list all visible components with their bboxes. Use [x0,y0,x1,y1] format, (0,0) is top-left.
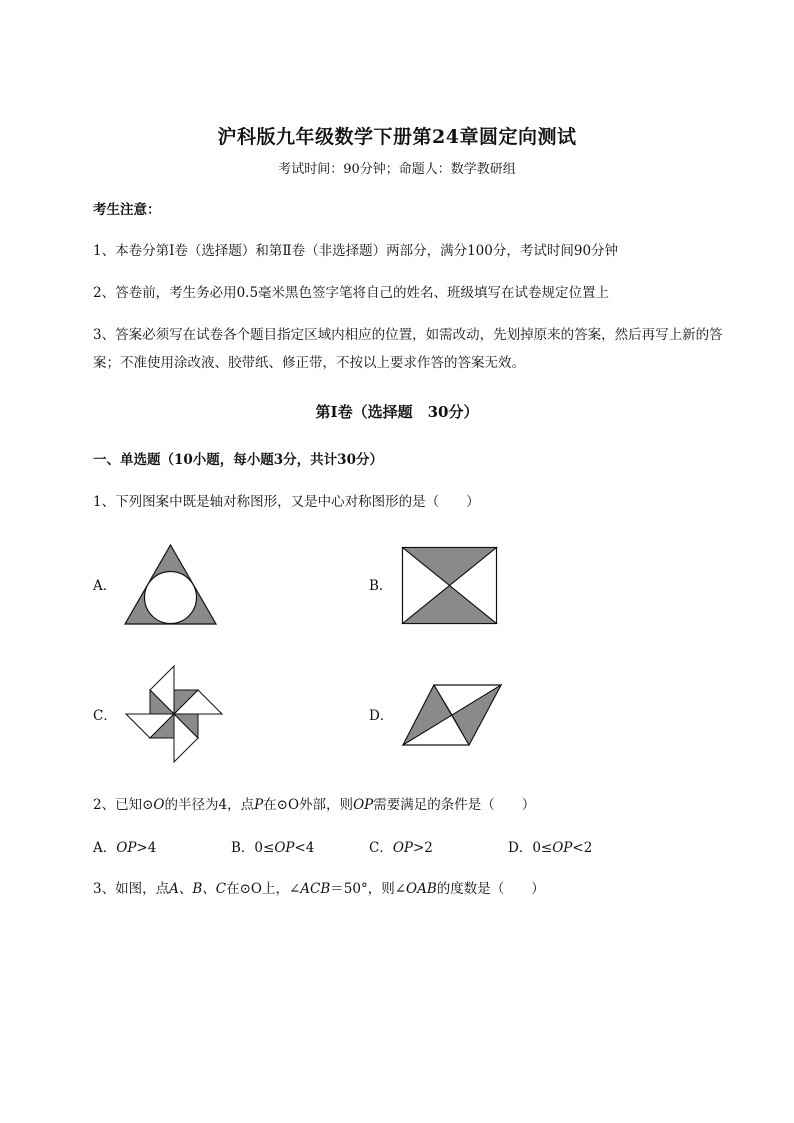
q2-option-a-rest: >4 [136,840,157,856]
q2-option-a-var: OP [116,840,137,856]
question-2-stem [93,795,535,815]
q2-option-b [231,838,314,858]
q1-option-d-figure [402,684,502,746]
q2-stem-part: 2、已知⊙ [93,797,154,813]
q1-option-a-label: A． [93,578,117,594]
q2-option-a [93,838,156,858]
q1-option-c-figure [126,666,222,762]
notice-item-2: 2、答卷前，考生务必用0.5毫米黑色签字笔将自己的姓名、班级填写在试卷规定位置上 [93,285,610,301]
q3-stem-part: 3、如图，点 [93,881,170,897]
q3-stem-part: ＝50°，则∠ [330,881,407,897]
q2-stem-part: 的半径为4，点 [164,797,255,813]
q3-stem-part: 在⊙O上，∠ [226,881,301,897]
q1-option-b-figure [402,547,497,624]
q3-var-points: A、B、C [169,881,227,897]
q2-option-c [369,838,433,858]
exam-subtitle: 考试时间：90分钟；命题人：数学教研组 [278,162,516,177]
q3-var-acb: ACB [300,881,331,897]
q2-var-o: O [153,797,165,813]
q2-option-d-label: D．0≤ [508,840,553,856]
section-title: 第I卷（选择题 30分） [315,403,479,421]
q2-option-b-label: B．0≤ [231,840,275,856]
q2-option-c-rest: >2 [413,840,433,856]
page-title: 沪科版九年级数学下册第24章圆定向测试 [217,126,577,148]
q1-option-b-label: B． [369,578,393,594]
notice-heading: 考生注意： [93,202,161,218]
q2-var-op: OP [353,797,374,813]
q2-var-p: P [254,797,264,813]
q2-option-d-var: OP [552,840,573,856]
question-3-stem [93,879,545,899]
q2-stem-part: 在⊙O外部，则 [263,797,354,813]
q1-option-c-label: C． [93,708,117,724]
q2-stem-part: 需要满足的条件是（ ） [373,797,536,813]
q1-option-a-figure [124,544,217,625]
part-heading: 一、单选题（10小题，每小题3分，共计30分） [93,452,383,468]
question-1-stem: 1、下列图案中既是轴对称图形，又是中心对称图形的是（ ） [93,494,480,510]
q2-option-c-var: OP [392,840,413,856]
q1-option-d-label: D． [369,708,394,724]
notice-item-3: 3、答案必须写在试卷各个题目指定区域内相应的位置，如需改动，先划掉原来的答案，然后再写上新的答案；不准使用涂改液、胶带纸、修正带，不按以上要求作答的答案无效。 [93,327,723,371]
q2-option-d [508,838,592,858]
q2-option-d-rest: <2 [572,840,593,856]
q3-stem-part: 的度数是（ ） [436,881,545,897]
q3-var-oab: OAB [406,881,437,897]
q2-option-b-rest: <4 [294,840,315,856]
q2-option-a-label: A． [93,840,117,856]
q2-option-b-var: OP [274,840,295,856]
notice-item-1: 1、本卷分第I卷（选择题）和第Ⅱ卷（非选择题）两部分，满分100分，考试时间90分钟 [93,243,619,259]
q2-option-c-label: C． [369,840,393,856]
